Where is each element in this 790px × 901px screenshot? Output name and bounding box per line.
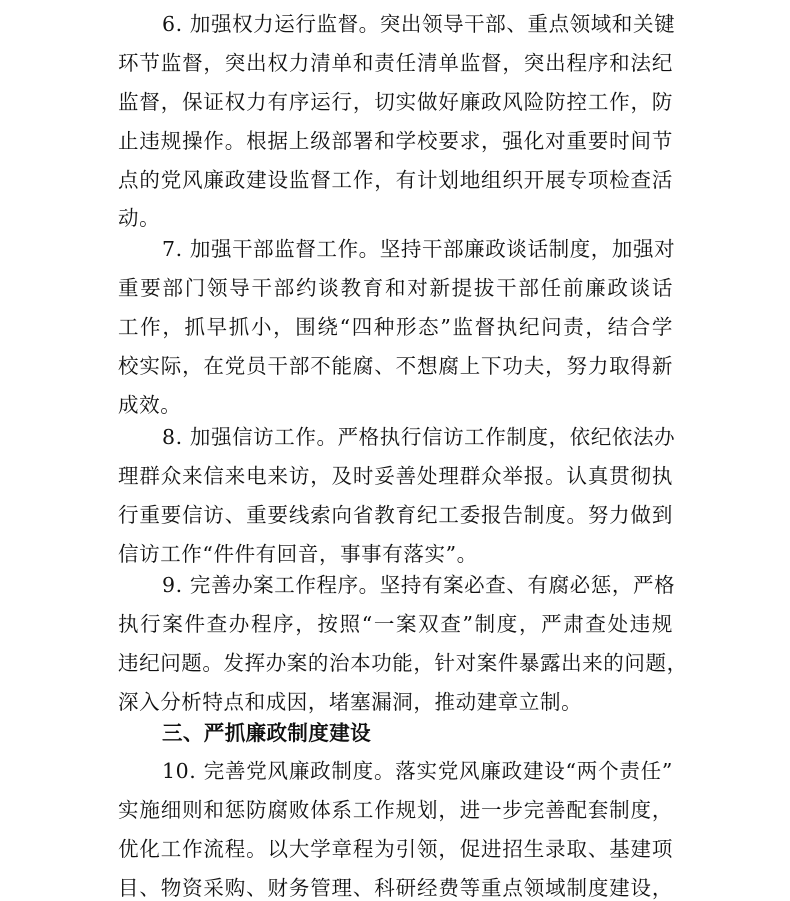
paragraph-line: 点的党风廉政建设监督工作，有计划地组织开展专项检查活 — [118, 168, 673, 192]
paragraph-line: 深入分析特点和成因，堵塞漏洞，推动建章立制。 — [118, 690, 583, 714]
paragraph-line: 行重要信访、重要线索向省教育纪工委报告制度。努力做到 — [118, 503, 673, 527]
paragraph-line: 信访工作“件件有回音，事事有落实”。 — [118, 542, 478, 566]
paragraph-line: 环节监督，突出权力清单和责任清单监督，突出程序和法纪 — [118, 51, 673, 75]
paragraph-line: 违纪问题。发挥办案的治本功能，针对案件暴露出来的问题， — [118, 651, 688, 675]
paragraph-line: 动。 — [118, 206, 161, 230]
paragraph-line: 8. 加强信访工作。严格执行信访工作制度，依纪依法办 — [162, 425, 676, 449]
paragraph-line: 止违规操作。根据上级部署和学校要求，强化对重要时间节 — [118, 129, 673, 153]
paragraph-line: 理群众来信来电来访，及时妥善处理群众举报。认真贯彻执 — [118, 464, 673, 488]
paragraph-line: 9. 完善办案工作程序。坚持有案必查、有腐必惩，严格 — [162, 573, 676, 597]
paragraph-line: 7. 加强干部监督工作。坚持干部廉政谈话制度，加强对 — [162, 237, 676, 261]
paragraph-line: 工作，抓早抓小，围绕“四种形态”监督执纪问责，结合学 — [118, 315, 673, 339]
paragraph-line: 监督，保证权力有序运行，切实做好廉政风险防控工作，防 — [118, 90, 673, 114]
paragraph-line: 6. 加强权力运行监督。突出领导干部、重点领域和关键 — [162, 12, 676, 36]
paragraph-line: 校实际，在党员干部不能腐、不想腐上下功夫，努力取得新 — [118, 354, 673, 378]
paragraph-line: 成效。 — [118, 393, 182, 417]
paragraph-line: 重要部门领导干部约谈教育和对新提拔干部任前廉政谈话 — [118, 276, 673, 300]
paragraph-line: 目、物资采购、财务管理、科研经费等重点领域制度建设， — [118, 876, 673, 900]
paragraph-line: 实施细则和惩防腐败体系工作规划，进一步完善配套制度， — [118, 798, 673, 822]
section-heading: 三、严抓廉政制度建设 — [162, 721, 371, 745]
paragraph-line: 执行案件查办程序，按照“一案双查”制度，严肃查处违规 — [118, 612, 673, 636]
paragraph-line: 10. 完善党风廉政制度。落实党风廉政建设“两个责任” — [162, 759, 673, 783]
paragraph-line: 优化工作流程。以大学章程为引领，促进招生录取、基建项 — [118, 837, 673, 861]
